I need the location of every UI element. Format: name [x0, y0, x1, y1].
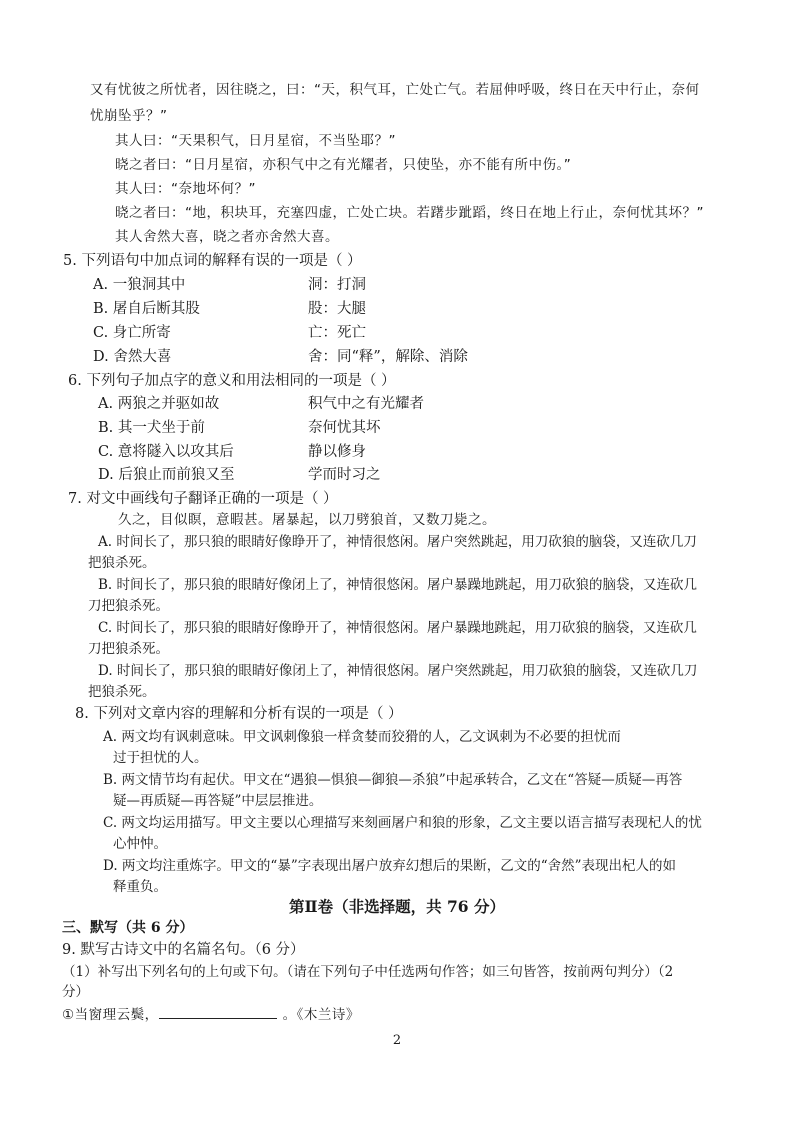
q6-option-d-right: 学而时习之: [308, 467, 381, 483]
passage-line-4: 晓之者曰：“日月星宿，亦积气中之有光耀者，只使坠，亦不能有所中伤。”: [115, 157, 572, 173]
passage-line-7: 其人舍然大喜，晓之者亦舍然大喜。: [115, 229, 339, 245]
q7-option-b-line1: B. 时间长了，那只狼的眼睛好像闭上了，神情很悠闲。屠户暴躁地跳起，用刀砍狼的脑袋，又连砍几: [98, 577, 698, 593]
q6-option-b-right: 奈何忧其坏: [308, 420, 381, 436]
q7-stem: 7. 对文中画线句子翻译正确的一项是（ ）: [68, 491, 338, 507]
q8-option-c-line1: C. 两文均运用描写。甲文主要以心理描写来刻画屠户和狼的形象，乙文主要以语言描写表现杞人的忧: [103, 815, 702, 831]
q7-option-d-line2: 把狼杀死。: [88, 684, 156, 700]
part2-title: 第Ⅱ卷（非选择题，共 76 分）: [289, 897, 505, 916]
q5-stem: 5. 下列语句中加点词的解释有误的一项是（ ）: [63, 253, 362, 269]
q5-option-a: A. 一狼洞其中: [93, 277, 186, 293]
q8-option-b-line2: 疑—再质疑—再答疑”中层层推进。: [113, 793, 323, 809]
q7-option-b-line2: 刀把狼杀死。: [88, 598, 169, 614]
q8-stem: 8. 下列对文章内容的理解和分析有误的一项是（ ）: [75, 706, 403, 722]
q7-option-a-line2: 把狼杀死。: [88, 555, 156, 571]
q5-option-b: B. 屠自后断其股: [93, 301, 200, 317]
q5-option-b-explain: 股：大腿: [308, 301, 366, 317]
section3-title: 三、默写（共 6 分）: [62, 920, 194, 936]
q9-1-instruction-line1: （1）补写出下列名句的上句或下句。（请在下列句子中任选两句作答；如三句皆答，按前两句判分）（2: [62, 964, 674, 980]
q8-option-a-line2: 过于担忧的人。: [113, 750, 208, 766]
q6-option-a-left: A. 两狼之并驱如故: [98, 396, 220, 412]
q7-option-a-line1: A. 时间长了，那只狼的眼睛好像睁开了，神情很悠闲。屠户突然跳起，用刀砍狼的脑袋，又连砍几刀: [98, 534, 697, 550]
q9-1-instruction-line2: 分）: [62, 984, 89, 1000]
q5-option-a-explain: 洞：打洞: [308, 277, 366, 293]
q7-option-d-line1: D. 时间长了，那只狼的眼睛好像闭上了，神情很悠闲。屠户突然跳起，用刀砍狼的脑袋，又连砍几刀: [98, 663, 698, 679]
q5-option-c-explain: 亡：死亡: [308, 325, 366, 341]
q8-option-b-line1: B. 两文情节均有起伏。甲文在“遇狼—惧狼—御狼—杀狼”中起承转合，乙文在“答疑—质疑—再答: [103, 772, 683, 788]
passage-line-2: 忧崩坠乎？”: [90, 108, 168, 124]
q9-item-1-suffix: 。《木兰诗》: [282, 1007, 360, 1023]
passage-line-3: 其人曰：“天果积气，日月星宿，不当坠耶？”: [115, 133, 396, 149]
q6-option-b-left: B. 其一犬坐于前: [98, 420, 205, 436]
q5-option-c: C. 身亡所寄: [93, 325, 171, 341]
page-number: 2: [392, 1033, 402, 1048]
q8-option-a-line1: A. 两文均有讽刺意味。甲文讽刺像狼一样贪婪而狡猾的人，乙文讽刺为不必要的担忧而: [103, 729, 621, 745]
q6-stem: 6. 下列句子加点字的意义和用法相同的一项是（ ）: [68, 373, 396, 389]
q6-option-c-left: C. 意将隧入以攻其后: [98, 444, 234, 460]
q5-option-d: D. 舍然大喜: [93, 349, 172, 365]
q9-item-1-answer-blank[interactable]: [159, 1004, 277, 1019]
passage-line-6: 晓之者曰：“地，积块耳，充塞四虚，亡处亡块。若躇步跐蹈，终日在地上行止，奈何忧其坏？”: [115, 205, 704, 221]
passage-line-1: 又有忧彼之所忧者，因往晓之，曰：“天，积气耳，亡处亡气。若屈伸呼吸，终日在天中行止，奈何: [90, 82, 700, 98]
q5-option-d-explain: 舍：同“释”，解除、消除: [308, 349, 468, 365]
q6-option-a-right: 积气中之有光耀者: [308, 396, 424, 412]
q9-stem: 9. 默写古诗文中的名篇名句。（6 分）: [62, 942, 305, 958]
q7-option-c-line1: C. 时间长了，那只狼的眼睛好像睁开了，神情很悠闲。屠户暴躁地跳起，用刀砍狼的脑袋，又连砍几: [98, 620, 697, 636]
q7-quote: 久之，目似瞑，意暇甚。屠暴起，以刀劈狼首，又数刀毙之。: [118, 512, 496, 528]
q8-option-d-line1: D. 两文均注重炼字。甲文的“暴”字表现出屠户放弃幻想后的果断，乙文的“舍然”表现出杞人的如: [103, 858, 677, 874]
q6-option-d-left: D. 后狼止而前狼又至: [98, 467, 235, 483]
q9-item-1: [62, 1004, 360, 1025]
q8-option-d-line2: 释重负。: [113, 879, 167, 895]
q6-option-c-right: 静以修身: [308, 444, 366, 460]
q7-option-c-line2: 刀把狼杀死。: [88, 641, 169, 657]
q9-item-1-prefix: ①当窗理云鬓，: [62, 1007, 159, 1023]
passage-line-5: 其人曰：“奈地坏何？”: [115, 181, 256, 197]
q8-option-c-line2: 心忡忡。: [113, 836, 167, 852]
